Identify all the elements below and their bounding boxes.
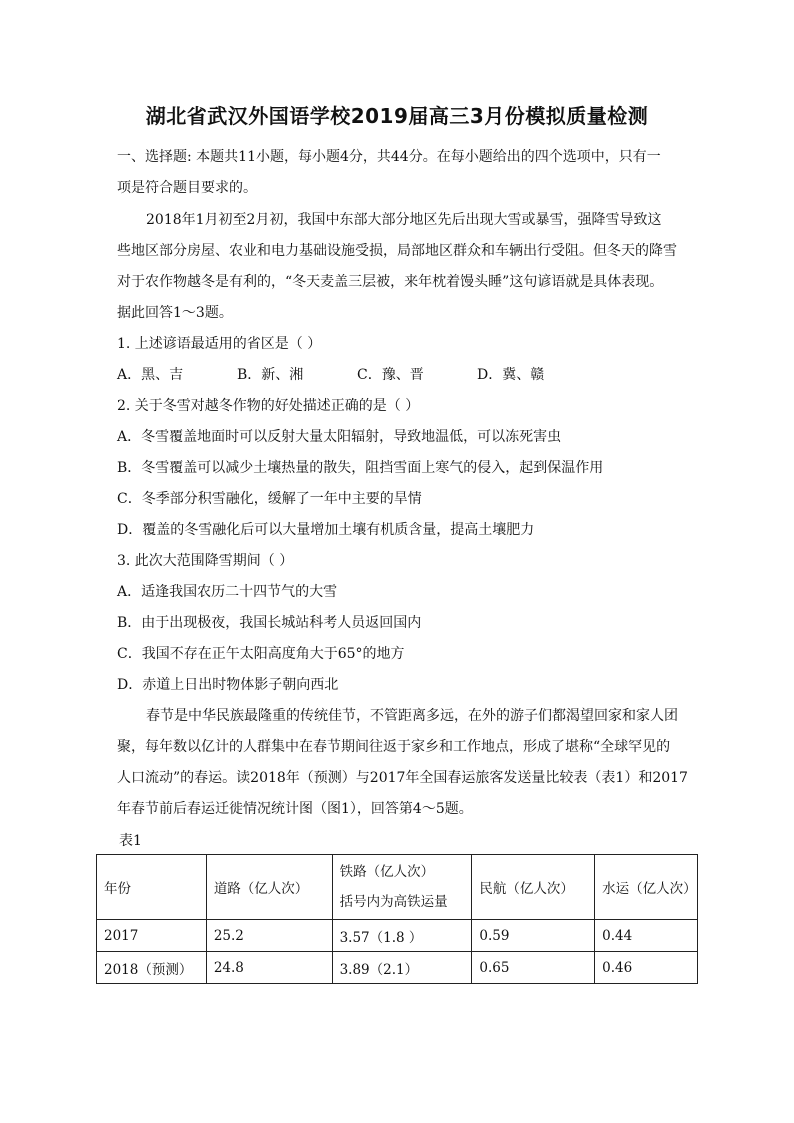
- question-2-stem: 2. 关于冬雪对越冬作物的好处描述正确的是（ ）: [117, 398, 420, 414]
- table-cell: 0.46: [595, 952, 698, 984]
- table-caption: 表1: [119, 833, 142, 849]
- table-cell: 2017: [97, 920, 207, 952]
- passage2-line-1: 春节是中华民族最隆重的传统佳节，不管距离多远，在外的游子们都渴望回家和家人团: [146, 708, 678, 724]
- page-title: 湖北省武汉外国语学校2019届高三3月份模拟质量检测: [145, 104, 649, 128]
- passage1-line-4: 据此回答1～3题。: [117, 305, 233, 321]
- table-header-row: [97, 855, 698, 920]
- question-2-option-d: D．覆盖的冬雪融化后可以大量增加土壤有机质含量，提高土壤肥力: [117, 522, 535, 538]
- passage1-line-3: 对于农作物越冬是有利的，“冬天麦盖三层被，来年枕着馒头睡”这句谚语就是具体表现。: [117, 274, 664, 290]
- header-water: 水运（亿人次）: [595, 855, 698, 920]
- table-cell: 25.2: [206, 920, 332, 952]
- passage2-line-4: 年春节前后春运迁徙情况统计图（图1），回答第4～5题。: [117, 801, 473, 817]
- table-cell: 0.59: [472, 920, 595, 952]
- table-row: [97, 920, 698, 952]
- header-rail: [332, 855, 472, 920]
- passage2-line-2: 聚，每年数以亿计的人群集中在春节期间往返于家乡和工作地点，形成了堪称“全球罕见的: [117, 739, 671, 755]
- table-cell: 0.65: [472, 952, 595, 984]
- section-instruction-line-2: 项是符合题目要求的。: [117, 180, 257, 196]
- question-1-stem: 1. 上述谚语最适用的省区是（ ）: [117, 336, 322, 352]
- section-instruction-line-1: 一、选择题: 本题共11小题，每小题4分，共44分。在每小题给出的四个选项中，只有一: [117, 149, 661, 165]
- question-2-option-c: C．冬季部分积雪融化，缓解了一年中主要的旱情: [117, 491, 422, 507]
- question-2-option-b: B．冬雪覆盖可以减少土壤热量的散失，阻挡雪面上寒气的侵入，起到保温作用: [117, 460, 604, 476]
- question-3-option-b: B．由于出现极夜，我国长城站科考人员返回国内: [117, 615, 422, 631]
- question-1-option-a: A．黑、吉: [117, 367, 184, 383]
- table-cell: 0.44: [595, 920, 698, 952]
- table-cell: 3.89（2.1）: [332, 952, 472, 984]
- question-3-stem: 3. 此次大范围降雪期间（ ）: [117, 553, 294, 569]
- header-rail-line-2: 括号内为高铁运量: [339, 894, 448, 910]
- question-3-option-a: A．适逢我国农历二十四节气的大雪: [117, 584, 338, 600]
- question-3-option-d: D．赤道上日出时物体影子朝向西北: [117, 677, 339, 693]
- passage2-line-3: 人口流动”的春运。读2018年（预测）与2017年全国春运旅客发送量比较表（表1）和2017: [117, 770, 688, 786]
- question-2-option-a: A．冬雪覆盖地面时可以反射大量太阳辐射，导致地温低，可以冻死害虫: [117, 429, 562, 445]
- question-1-option-c: C．豫、晋: [357, 367, 424, 383]
- table-cell: 24.8: [206, 952, 332, 984]
- header-road: 道路（亿人次）: [206, 855, 332, 920]
- passage1-line-1: 2018年1月初至2月初，我国中东部大部分地区先后出现大雪或暴雪，强降雪导致这: [146, 212, 662, 228]
- question-1-option-b: B．新、湘: [237, 367, 304, 383]
- header-rail-line-1: 铁路（亿人次）: [339, 864, 435, 880]
- table-row: [97, 952, 698, 984]
- passage1-line-2: 些地区部分房屋、农业和电力基础设施受损，局部地区群众和车辆出行受阻。但冬天的降雪: [117, 243, 677, 259]
- table-cell: 3.57（1.8 ）: [332, 920, 472, 952]
- question-1-option-d: D．冀、赣: [477, 367, 545, 383]
- header-air: 民航（亿人次）: [472, 855, 595, 920]
- question-3-option-c: C．我国不存在正午太阳高度角大于65°的地方: [117, 646, 405, 662]
- header-year: 年份: [97, 855, 207, 920]
- table-cell: 2018（预测）: [97, 952, 207, 984]
- transport-table: [96, 854, 698, 984]
